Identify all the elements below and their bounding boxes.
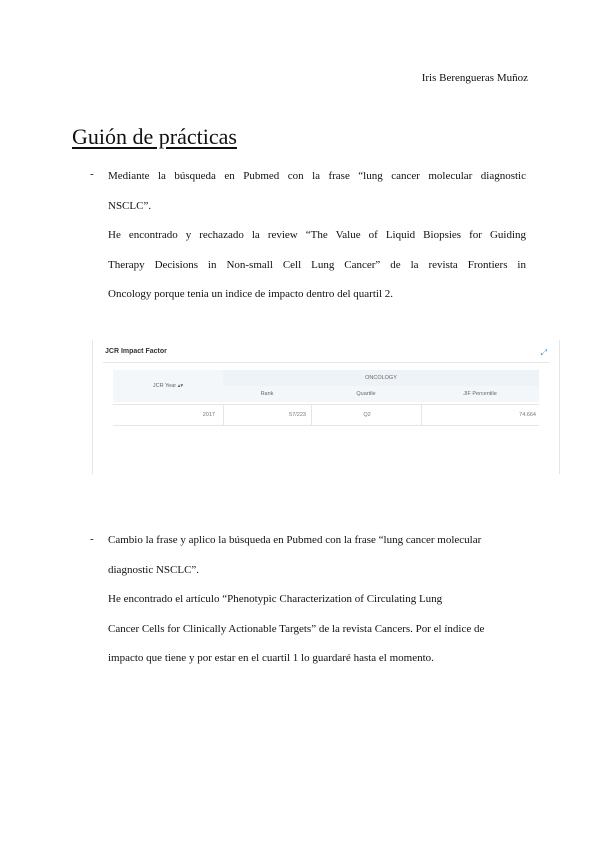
jcr-subheader	[223, 386, 539, 402]
text-line: NSCLC”.	[108, 199, 152, 212]
col-rank: Rank	[260, 391, 274, 397]
jcr-category: ONCOLOGY	[223, 370, 539, 386]
list-bullet: -	[90, 168, 94, 180]
text-line: Therapy Decisions in Non-small Cell Lung Cancer” de la revista Frontiers in	[108, 258, 526, 271]
table-row	[113, 404, 539, 426]
text-line: Cancer Cells for Clinically Actionable Targets” de la revista Cancers. Por el índice de	[108, 622, 485, 635]
author-name: Iris Berengueras Muñoz	[421, 72, 528, 84]
text-line: Mediante la búsqueda en Pubmed con la frase “lung cancer molecular diagnostic	[108, 170, 526, 182]
text-line: impacto que tiene y por estar en el cuartil 1 lo guardaré hasta el momento.	[108, 652, 434, 664]
text-line: diagnostic NSCLC”.	[108, 563, 200, 576]
text-line: He encontrado el artículo “Phenotypic Characterization of Circulating Lung	[108, 593, 443, 605]
cell-year: 2017	[202, 412, 215, 418]
page-title: Guión de prácticas	[72, 124, 237, 149]
sort-icon[interactable]: ▴▾	[177, 383, 184, 389]
jcr-header	[103, 346, 549, 363]
list-item-1	[108, 162, 526, 310]
jcr-title: JCR Impact Factor	[105, 348, 167, 355]
list-item-2	[108, 526, 526, 674]
col-percentile: JIF Percentile	[463, 391, 497, 397]
cell-percentile: 74.664	[421, 405, 536, 425]
text-line: Oncology porque tenia un indice de impacto dentro del quartil 2.	[108, 288, 394, 300]
cell-quartile: Q2	[311, 405, 422, 425]
expand-icon[interactable]: ⤢	[540, 348, 547, 357]
cell-rank: 57/223	[223, 405, 306, 425]
jcr-year-header[interactable]	[113, 370, 223, 402]
jcr-impact-factor-widget	[92, 340, 560, 474]
list-bullet: -	[90, 533, 94, 545]
col-quartile: Quartile	[356, 391, 376, 397]
text-line: Cambio la frase y aplico la búsqueda en Pubmed con la frase “lung cancer molecular	[108, 534, 482, 546]
text-line: He encontrado y rechazado la review “The Value of Liquid Biopsies for Guiding	[108, 229, 526, 241]
jcr-year-label: JCR Year	[152, 383, 177, 389]
